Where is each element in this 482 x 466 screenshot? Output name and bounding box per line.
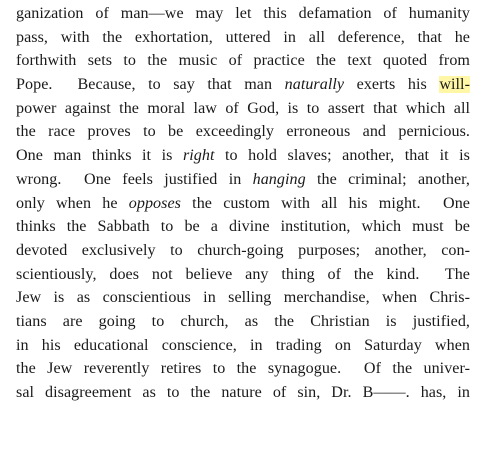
text-segment: the Jew reverently retires to the synagogue. Of the univer- [16, 360, 470, 378]
text-segment: exerts his [344, 76, 440, 94]
text-line [16, 334, 470, 358]
text-line [16, 144, 470, 168]
text-segment: devoted exclusively to church-going purposes; another, con- [16, 241, 470, 259]
text-line [16, 381, 470, 405]
text-line [16, 215, 470, 239]
text-segment: to hold slaves; another, that it is [214, 147, 470, 165]
text-segment: Pope. Because, to say that man [16, 76, 285, 94]
text-segment: the custom with all his might. One [180, 194, 470, 212]
text-segment: only when he [16, 194, 129, 212]
italic-word: right [182, 147, 215, 165]
text-segment: tians are going to church, as the Christian is justified, [16, 312, 470, 330]
text-line [16, 357, 470, 381]
text-line [16, 49, 470, 73]
text-segment: Jew is as conscientious in selling merchandise, when Chris- [16, 289, 470, 307]
text-segment: in his educational conscience, in trading on Saturday when [16, 336, 470, 354]
text-line [16, 2, 470, 26]
italic-word: opposes [128, 194, 181, 212]
text-line [16, 73, 470, 97]
text-line [16, 192, 470, 216]
text-segment: scientiously, does not believe any thing of the kind. The [16, 265, 470, 283]
text-line [16, 310, 470, 334]
body-text [16, 2, 470, 405]
text-segment: ganization of man—we may let this defamation of humanity [16, 5, 470, 22]
text-line [16, 97, 470, 121]
text-segment: One man thinks it is [16, 147, 183, 165]
text-line [16, 120, 470, 144]
text-segment: the criminal; another, [305, 170, 470, 188]
text-segment: wrong. One feels justified in [16, 170, 253, 188]
text-segment: power against the moral law of God, is to assert that which all [16, 99, 470, 117]
highlighted-word: will- [439, 76, 470, 94]
text-segment: forthwith sets to the music of practice the text quoted from [16, 52, 470, 70]
text-line [16, 26, 470, 50]
text-line [16, 168, 470, 192]
text-segment: thinks the Sabbath to be a divine institution, which must be [16, 218, 470, 236]
text-line [16, 239, 470, 263]
italic-word: hanging [252, 170, 306, 188]
text-segment: pass, with the exhortation, uttered in all deference, that he [16, 28, 470, 46]
text-segment: sal disagreement as to the nature of sin, Dr. B——. has, in [16, 384, 470, 401]
text-line [16, 263, 470, 287]
text-segment: the race proves to be exceedingly erroneous and pernicious. [16, 123, 470, 141]
italic-word: naturally [284, 76, 345, 94]
text-line [16, 286, 470, 310]
